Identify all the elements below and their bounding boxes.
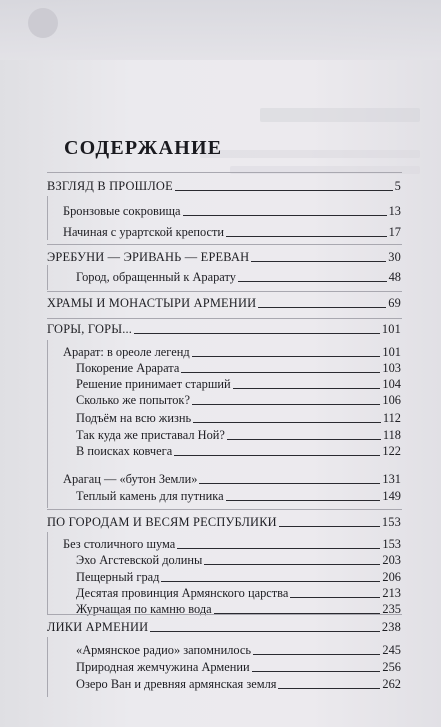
- toc-subitem[interactable]: [76, 586, 401, 601]
- toc-subitem[interactable]: [76, 393, 401, 408]
- toc-subitem-title: Десятая провинция Армянского царства: [76, 586, 289, 600]
- toc-section-title: ЭРЕБУНИ — ЭРИВАНЬ — ЕРЕВАН: [47, 250, 250, 264]
- toc-subitem-title: Решение принимает старший: [76, 377, 231, 391]
- toc-leader: [183, 215, 387, 216]
- section-divider: [47, 244, 402, 245]
- toc-page-number: 13: [388, 204, 401, 218]
- toc-leader: [238, 281, 387, 282]
- toc-leader: [192, 404, 380, 405]
- toc-section[interactable]: [47, 296, 401, 311]
- section-bracket: [47, 637, 48, 697]
- toc-subitem[interactable]: [76, 643, 401, 658]
- toc-subitem-title: Журчащая по камню вода: [76, 602, 212, 616]
- toc-item-title: Бронзовые сокровища: [63, 204, 181, 218]
- toc-section[interactable]: [47, 250, 401, 265]
- toc-page-number: 213: [382, 586, 401, 600]
- toc-page-number: 48: [388, 270, 401, 284]
- toc-item[interactable]: [63, 537, 401, 552]
- toc-page-number: 153: [382, 537, 401, 551]
- toc-leader: [227, 439, 381, 440]
- toc-page-number: 101: [382, 345, 401, 359]
- toc-page-number: 206: [382, 570, 401, 584]
- toc-leader: [226, 500, 381, 501]
- toc-section-title: ВЗГЛЯД В ПРОШЛОЕ: [47, 179, 173, 193]
- toc-page-number: 131: [382, 472, 401, 486]
- toc-subitem-title: Природная жемчужина Армении: [76, 660, 250, 674]
- section-divider: [47, 614, 402, 615]
- section-divider: [47, 291, 402, 292]
- toc-subitem[interactable]: [76, 660, 401, 675]
- toc-subitem-title: Теплый камень для путника: [76, 489, 224, 503]
- toc-subitem[interactable]: [76, 570, 401, 585]
- toc-item[interactable]: [63, 225, 401, 240]
- section-bracket: [47, 196, 48, 240]
- toc-page-number: 153: [381, 515, 401, 529]
- toc-leader: [252, 671, 381, 672]
- toc-page-number: 103: [382, 361, 401, 375]
- toc-leader: [290, 597, 380, 598]
- toc-leader: [226, 236, 387, 237]
- toc-leader: [161, 581, 380, 582]
- toc-subitem[interactable]: [76, 489, 401, 504]
- toc-page-number: 104: [382, 377, 401, 391]
- toc-leader: [177, 548, 380, 549]
- toc-leader: [174, 455, 380, 456]
- toc-section-title: ЛИКИ АРМЕНИИ: [47, 620, 149, 634]
- toc-section[interactable]: [47, 515, 401, 530]
- toc-leader: [134, 333, 380, 334]
- toc-page-number: 118: [382, 428, 401, 442]
- toc-subitem-title: Так куда же приставал Ной?: [76, 428, 225, 442]
- section-divider: [47, 509, 402, 510]
- toc-leader: [175, 190, 393, 191]
- toc-subitem[interactable]: [76, 428, 401, 443]
- toc-leader: [258, 307, 386, 308]
- toc-subitem-title: Пещерный град: [76, 570, 160, 584]
- section-bracket: [47, 532, 48, 614]
- toc-section[interactable]: [47, 322, 401, 337]
- toc-item[interactable]: [76, 270, 401, 285]
- toc-subitem[interactable]: [76, 677, 401, 692]
- toc-item-title: Город, обращенный к Арарату: [76, 270, 236, 284]
- toc-title: СОДЕРЖАНИЕ: [64, 137, 223, 159]
- toc-page-number: 235: [382, 602, 401, 616]
- section-divider: [47, 318, 402, 319]
- toc-page-number: 122: [382, 444, 401, 458]
- toc-section-title: ХРАМЫ И МОНАСТЫРИ АРМЕНИИ: [47, 296, 257, 310]
- toc-leader: [181, 372, 380, 373]
- toc-subitem[interactable]: [76, 377, 401, 392]
- toc-item-title: Арагац — «бутон Земли»: [63, 472, 198, 486]
- toc-subitem-title: «Армянское радио» запомнилось: [76, 643, 252, 657]
- toc-subitem[interactable]: [76, 411, 401, 426]
- section-divider: [47, 172, 402, 173]
- toc-item-title: Без столичного шума: [63, 537, 176, 551]
- toc-page-number: 5: [394, 179, 401, 193]
- toc-leader: [204, 564, 380, 565]
- toc-page-number: 106: [382, 393, 401, 407]
- toc-page-number: 203: [382, 553, 401, 567]
- section-bracket: [47, 265, 48, 290]
- toc-subitem[interactable]: [76, 553, 401, 568]
- toc-leader: [192, 356, 381, 357]
- toc-item[interactable]: [63, 345, 401, 360]
- toc-subitem-title: В поисках ковчега: [76, 444, 173, 458]
- toc-page-number: 238: [381, 620, 401, 634]
- toc-leader: [193, 422, 381, 423]
- toc-subitem-title: Сколько же попыток?: [76, 393, 190, 407]
- toc-subitem-title: Покорение Арарата: [76, 361, 180, 375]
- toc-leader: [251, 261, 386, 262]
- toc-subitem[interactable]: [76, 361, 401, 376]
- toc-section-title: ПО ГОРОДАМ И ВЕСЯМ РЕСПУБЛИКИ: [47, 515, 277, 529]
- toc-section[interactable]: [47, 620, 401, 635]
- toc-page-number: 245: [382, 643, 401, 657]
- toc-item-title: Арарат: в ореоле легенд: [63, 345, 190, 359]
- toc-section-title: ГОРЫ, ГОРЫ...: [47, 322, 133, 336]
- toc-item[interactable]: [63, 472, 401, 487]
- section-bracket: [47, 340, 48, 508]
- toc-page-number: 112: [382, 411, 401, 425]
- toc-page-number: 149: [382, 489, 401, 503]
- toc-subitem[interactable]: [76, 444, 401, 459]
- toc-leader: [279, 526, 380, 527]
- toc-subitem-title: Эхо Агстевской долины: [76, 553, 203, 567]
- toc-leader: [253, 654, 380, 655]
- toc-page-number: 101: [381, 322, 401, 336]
- toc-item-title: Начиная с урартской крепости: [63, 225, 225, 239]
- toc-page-number: 256: [382, 660, 401, 674]
- toc-page-number: 69: [388, 296, 401, 310]
- toc-leader: [199, 483, 380, 484]
- toc-subitem-title: Озеро Ван и древняя армянская земля: [76, 677, 277, 691]
- toc-leader: [150, 631, 379, 632]
- toc-leader: [278, 688, 380, 689]
- toc-subitem-title: Подъём на всю жизнь: [76, 411, 192, 425]
- toc-page-number: 30: [388, 250, 401, 264]
- toc-page-number: 262: [382, 677, 401, 691]
- toc-section[interactable]: [47, 179, 401, 194]
- toc-item[interactable]: [63, 204, 401, 219]
- toc-leader: [233, 388, 381, 389]
- toc-page-number: 17: [388, 225, 401, 239]
